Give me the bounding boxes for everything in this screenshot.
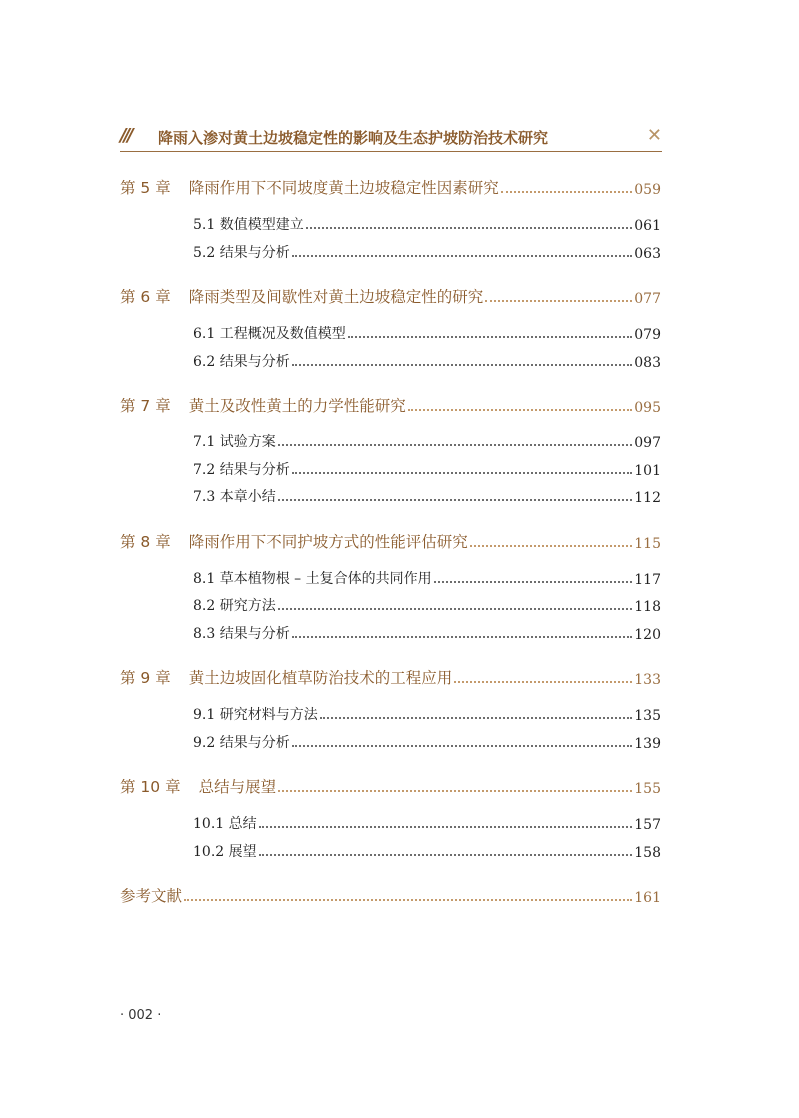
- chapter-number: 第 7 章: [120, 397, 171, 415]
- chapter-page-number: 095: [634, 400, 661, 416]
- dot-leader: [292, 364, 633, 366]
- page-folio: · 002 ·: [120, 1008, 162, 1023]
- toc-section-6-2[interactable]: [193, 347, 661, 371]
- toc-section-6-1[interactable]: [193, 319, 661, 343]
- section-page-number: 157: [634, 817, 661, 833]
- toc-section-9-1[interactable]: [193, 700, 661, 724]
- chapter-title: 黄土边坡固化植草防治技术的工程应用: [188, 669, 453, 687]
- section-label: 9.2 结果与分析: [193, 735, 290, 751]
- section-label: 10.1 总结: [193, 816, 257, 832]
- toc-section-5-2[interactable]: [193, 238, 661, 262]
- dot-leader: [306, 227, 633, 229]
- section-page-number: 135: [634, 708, 661, 724]
- toc-section-7-3[interactable]: [193, 482, 661, 506]
- chapter-page-number: 077: [634, 291, 661, 307]
- section-label: 7.3 本章小结: [193, 489, 276, 505]
- dot-leader: [348, 336, 633, 338]
- toc-section-7-1[interactable]: [193, 427, 661, 451]
- section-page-number: 158: [634, 845, 661, 861]
- section-page-number: 120: [634, 627, 661, 643]
- dot-leader: [292, 636, 633, 638]
- dot-leader: [259, 854, 633, 856]
- dot-leader: [259, 826, 633, 828]
- section-page-number: 083: [634, 355, 661, 371]
- section-label: 8.1 草本植物根 – 土复合体的共同作用: [193, 571, 432, 587]
- chapter-label: [120, 394, 406, 416]
- toc-chapter-10[interactable]: [120, 773, 661, 797]
- toc-chapter-5[interactable]: [120, 174, 661, 198]
- toc-chapter-6[interactable]: [120, 283, 661, 307]
- section-label: 5.2 结果与分析: [193, 245, 290, 261]
- section-label: 6.1 工程概况及数值模型: [193, 326, 346, 342]
- dot-leader: [278, 444, 633, 446]
- dot-leader: [470, 545, 633, 547]
- section-label: 7.2 结果与分析: [193, 462, 290, 478]
- references-title: 参考文献: [120, 887, 183, 905]
- chapter-label: [120, 775, 276, 797]
- chapter-page-number: 155: [634, 781, 661, 797]
- toc-section-10-2[interactable]: [193, 837, 661, 861]
- chapter-label: [120, 285, 483, 307]
- section-label: 9.1 研究材料与方法: [193, 707, 318, 723]
- section-page-number: 079: [634, 327, 661, 343]
- header-ornament-icon: ✕: [646, 125, 662, 146]
- references-page-number: 161: [634, 890, 661, 906]
- chapter-label: [120, 666, 452, 688]
- section-label: 5.1 数值模型建立: [193, 217, 304, 233]
- toc-section-8-2[interactable]: [193, 591, 661, 615]
- dot-leader: [278, 790, 632, 792]
- section-page-number: 139: [634, 736, 661, 752]
- chapter-title: 黄土及改性黄土的力学性能研究: [188, 397, 406, 415]
- dot-leader: [434, 581, 633, 583]
- dot-leader: [184, 899, 632, 901]
- dot-leader: [278, 499, 633, 501]
- section-page-number: 112: [634, 490, 661, 506]
- toc-section-8-3[interactable]: [193, 619, 661, 643]
- section-label: 8.2 研究方法: [193, 598, 276, 614]
- chapter-number: 第 8 章: [120, 533, 171, 551]
- section-page-number: 101: [634, 463, 661, 479]
- chapter-label: [120, 176, 499, 198]
- header-title: 降雨入渗对黄土边坡稳定性的影响及生态护坡防治技术研究: [158, 129, 549, 147]
- section-label: 6.2 结果与分析: [193, 354, 290, 370]
- chapter-number: 第 9 章: [120, 669, 171, 687]
- chapter-number: 第 6 章: [120, 288, 171, 306]
- dot-leader: [292, 472, 633, 474]
- toc-section-8-1[interactable]: [193, 564, 661, 588]
- dot-leader: [278, 608, 633, 610]
- section-page-number: 063: [634, 246, 661, 262]
- chapter-title: 总结与展望: [198, 778, 277, 796]
- section-page-number: 117: [634, 572, 661, 588]
- dot-leader: [454, 681, 632, 683]
- section-label: 8.3 结果与分析: [193, 626, 290, 642]
- chapter-number: 第 10 章: [120, 778, 181, 796]
- dot-leader: [292, 745, 633, 747]
- chapter-page-number: 059: [634, 182, 661, 198]
- toc-references[interactable]: [120, 882, 661, 906]
- chapter-title: 降雨作用下不同护坡方式的性能评估研究: [188, 533, 468, 551]
- toc-section-10-1[interactable]: [193, 809, 661, 833]
- section-label: 7.1 试验方案: [193, 434, 276, 450]
- toc-section-7-2[interactable]: [193, 455, 661, 479]
- toc-chapter-7[interactable]: [120, 392, 661, 416]
- header-slashes-icon: ///: [120, 125, 131, 146]
- section-page-number: 097: [634, 435, 661, 451]
- chapter-number: 第 5 章: [120, 179, 171, 197]
- dot-leader: [320, 717, 633, 719]
- running-header: [120, 122, 662, 152]
- chapter-label: [120, 530, 468, 552]
- chapter-page-number: 115: [634, 536, 661, 552]
- dot-leader: [408, 409, 633, 411]
- chapter-title: 降雨作用下不同坡度黄土边坡稳定性因素研究: [188, 179, 499, 197]
- toc-chapter-8[interactable]: [120, 528, 661, 552]
- section-label: 10.2 展望: [193, 844, 257, 860]
- section-page-number: 118: [634, 599, 661, 615]
- dot-leader: [292, 255, 633, 257]
- header-rule: [120, 151, 662, 152]
- toc-section-9-2[interactable]: [193, 728, 661, 752]
- dot-leader: [485, 300, 632, 302]
- dot-leader: [501, 191, 633, 193]
- section-page-number: 061: [634, 218, 661, 234]
- chapter-title: 降雨类型及间歇性对黄土边坡稳定性的研究: [188, 288, 484, 306]
- toc-chapter-9[interactable]: [120, 664, 661, 688]
- toc-section-5-1[interactable]: [193, 210, 661, 234]
- chapter-page-number: 133: [634, 672, 661, 688]
